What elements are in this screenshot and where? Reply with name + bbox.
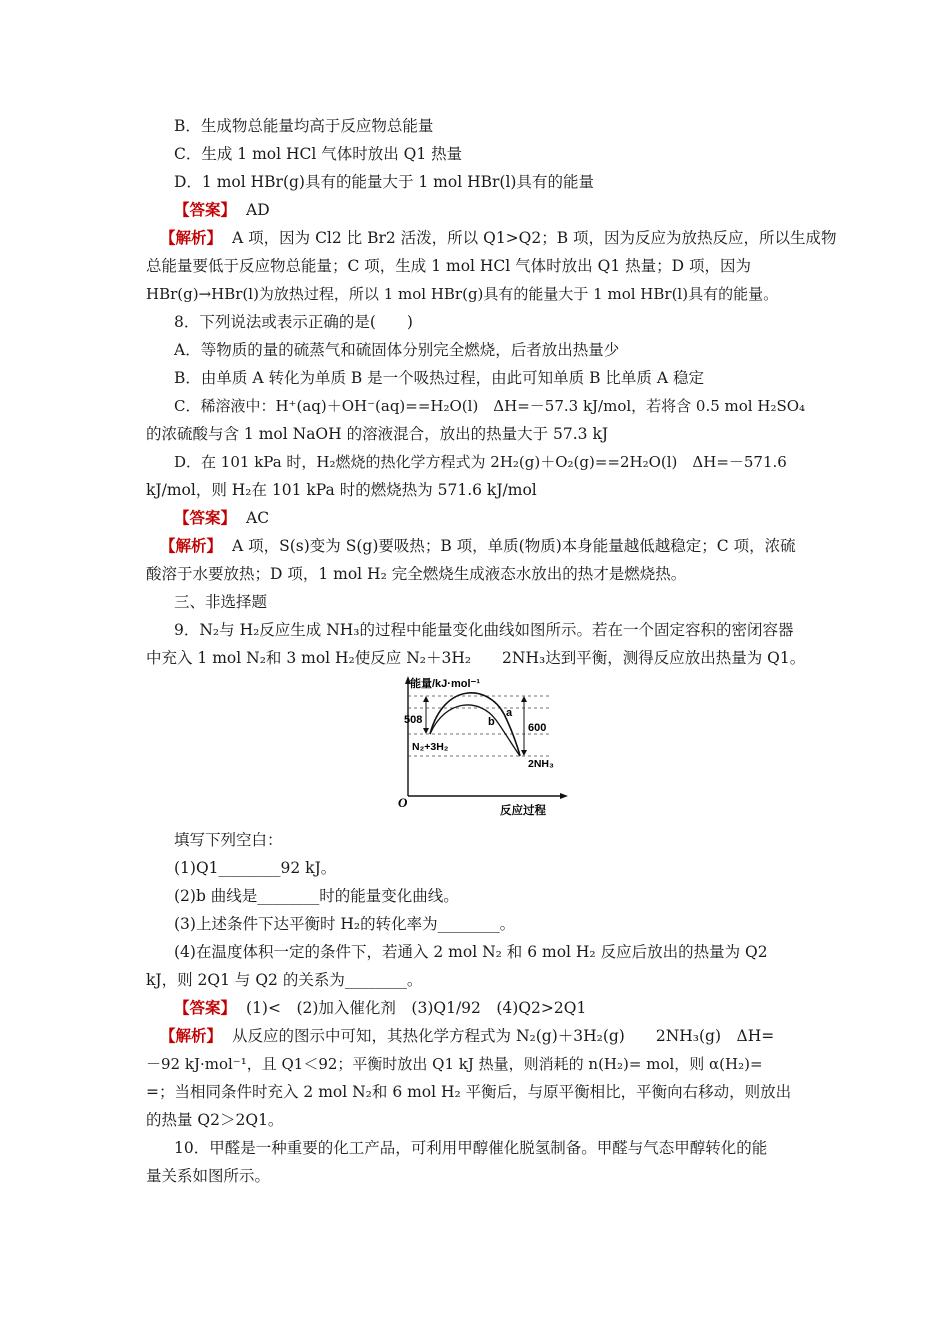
label-a: a [506,707,513,719]
q7-analysis-2: 总能量要低于反应物总能量；C 项，生成 1 mol HCl 气体时放出 Q1 热量；D 项，因为 [146,257,751,275]
q7-option-b: B．生成物总能量均高于反应物总能量 [174,117,434,135]
q7-option-d: D．1 mol HBr(g)具有的能量大于 1 mol HBr(l)具有的能量 [174,173,594,191]
arrow-508-tail-icon [423,728,429,734]
q9-answer-text: (1)< (2)加入催化剂 (3)Q1/92 (4)Q2>2Q1 [246,999,587,1017]
q7-analysis-1 [146,224,837,252]
q9-analysis-text: 从反应的图示中可知，其热化学方程式为 N₂(g)＋3H₂(g) 2NH₃(g) ΔH= [232,1027,775,1045]
energy-diagram [146,674,814,822]
q8-option-c-1: C．稀溶液中：H⁺(aq)＋OH⁻(aq)==H₂O(l) ΔH=－57.3 kJ/mol，若将含 0.5 mol H₂SO₄ [174,397,806,415]
section-heading: 三、非选择题 [174,593,268,611]
label-reactants: N₂+3H₂ [412,741,449,753]
q9-analysis-1 [146,1022,814,1050]
q9-sub-4-2: kJ，则 2Q1 与 Q2 的关系为________。 [146,971,423,989]
q10-stem-1: 10．甲醛是一种重要的化工产品，可利用甲醇催化脱氢制备。甲醛与气态甲醇转化的能 [174,1139,768,1157]
q8-option-d-1: D．在 101 kPa 时，H₂燃烧的热化学方程式为 2H₂(g)＋O₂(g)==2H₂O(l) ΔH=－571.6 [174,453,787,471]
q9-stem-1: 9．N₂与 H₂反应生成 NH₃的过程中能量变化曲线如图所示。若在一个固定容积的密闭容器 [174,621,794,639]
q7-analysis-text: A 项，因为 Cl2 比 Br2 活泼，所以 Q1>Q2；B 项，因为反应为放热反应，所以生成物 [232,229,837,247]
q9-answer [146,994,814,1022]
label-b: b [488,716,495,728]
q10-stem-2: 量关系如图所示。 [146,1167,271,1185]
origin-label: O [398,795,408,810]
q9-sub-3: (3)上述条件下达平衡时 H₂的转化率为________。 [174,915,516,933]
q9-sub-1: (1)Q1________92 kJ。 [174,859,337,877]
analysis-tag: 【解析】 [160,536,223,555]
analysis-tag: 【解析】 [160,228,223,247]
q7-answer-text: AD [246,201,270,219]
energy-diagram-svg [392,674,572,820]
q9-analysis-3: =；当相同条件时充入 2 mol N₂和 6 mol H₂ 平衡后，与原平衡相比，平衡向右移动，则放出 [146,1083,792,1101]
q9-analysis-2: －92 kJ·mol⁻¹，且 Q1＜92；平衡时放出 Q1 kJ 热量，则消耗的 n(H₂)= mol，则 α(H₂)= [146,1055,763,1073]
q8-analysis-text: A 项，S(s)变为 S(g)要吸热；B 项，单质(物质)本身能量越低越稳定；C 项，浓硫 [232,537,796,555]
q8-analysis-1 [146,532,814,560]
arrow-508-head-icon [423,696,429,702]
q7-option-c: C．生成 1 mol HCl 气体时放出 Q1 热量 [174,145,463,163]
fill-instruction: 填写下列空白： [174,831,283,849]
q8-option-b: B．由单质 A 转化为单质 B 是一个吸热过程，由此可知单质 B 比单质 A 稳定 [174,369,704,387]
q9-sub-2: (2)b 曲线是________时的能量变化曲线。 [174,887,459,905]
q9-stem-2: 中充入 1 mol N₂和 3 mol H₂使反应 N₂＋3H₂ 2NH₃达到平衡，测得反应放出热量为 Q1。 [146,649,806,667]
analysis-tag: 【解析】 [160,1026,223,1045]
q9-sub-4-1: (4)在温度体积一定的条件下，若通入 2 mol N₂ 和 6 mol H₂ 反应后放出的热量为 Q2 [174,943,768,961]
label-508: 508 [404,714,423,726]
document-page [146,112,837,1190]
q8-option-d-2: kJ/mol，则 H₂在 101 kPa 时的燃烧热为 571.6 kJ/mol [146,481,537,499]
q8-option-c-2: 的浓硫酸与含 1 mol NaOH 的溶液混合，放出的热量大于 57.3 kJ [146,425,609,443]
q8-answer [146,504,814,532]
arrow-600-tail-icon [521,750,527,756]
q8-option-a: A．等物质的量的硫蒸气和硫固体分别完全燃烧，后者放出热量少 [174,341,620,359]
q8-answer-text: AC [246,509,270,527]
q8-stem: 8．下列说法或表示正确的是( ) [174,313,413,331]
q9-analysis-4: 的热量 Q2＞2Q1。 [146,1111,284,1129]
y-axis-label: 能量/kJ·mol⁻¹ [410,678,480,690]
label-600: 600 [528,722,547,734]
x-axis-arrow-icon [560,793,568,799]
q7-answer [146,196,814,224]
answer-tag: 【答案】 [174,998,237,1017]
x-axis-label: 反应过程 [500,805,546,817]
q8-analysis-2: 酸溶于水要放热；D 项，1 mol H₂ 完全燃烧生成液态水放出的热才是燃烧热。 [146,565,687,583]
arrow-600-head-icon [521,696,527,702]
label-product: 2NH₃ [528,758,554,770]
q7-analysis-3: HBr(g)→HBr(l)为放热过程，所以 1 mol HBr(g)具有的能量大于 1 mol HBr(l)具有的能量。 [146,285,779,303]
answer-tag: 【答案】 [174,508,237,527]
answer-tag: 【答案】 [174,200,237,219]
